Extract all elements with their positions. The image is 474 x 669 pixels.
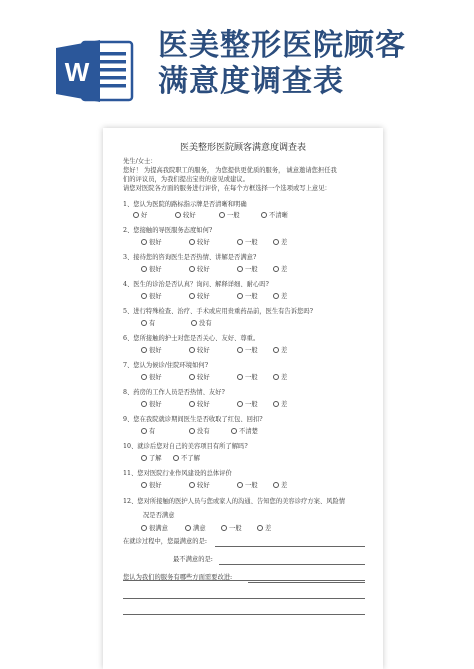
option[interactable]: 很好 <box>141 293 187 301</box>
question-8: 8、药房的工作人员是否热情、友好? <box>123 389 225 396</box>
radio-circle-icon[interactable] <box>237 482 243 488</box>
option[interactable]: 较好 <box>175 212 217 220</box>
option[interactable]: 较好 <box>189 266 235 274</box>
option[interactable]: 有 <box>141 320 189 328</box>
salutation: 先生/女士： <box>123 158 157 165</box>
option[interactable]: 一般 <box>237 482 271 490</box>
option[interactable]: 好 <box>133 212 173 220</box>
radio-circle-icon[interactable] <box>189 401 195 407</box>
question-3-options <box>141 266 287 274</box>
radio-circle-icon[interactable] <box>237 239 243 245</box>
radio-circle-icon[interactable] <box>141 428 147 434</box>
radio-circle-icon[interactable] <box>219 212 225 218</box>
radio-circle-icon[interactable] <box>237 293 243 299</box>
option[interactable]: 较好 <box>189 347 235 355</box>
intro-line-3: 请您对医院各方面的服务进行评价，在每个方框选择一个选项或写上意见： <box>123 185 331 192</box>
radio-circle-icon[interactable] <box>141 525 147 531</box>
radio-circle-icon[interactable] <box>273 482 279 488</box>
question-6: 6、您所接触的护士对您是否关心、友好、尊重。 <box>123 335 260 342</box>
radio-circle-icon[interactable] <box>173 455 179 461</box>
radio-circle-icon[interactable] <box>189 374 195 380</box>
least-satisfied-input[interactable] <box>219 564 365 565</box>
question-11: 11、您对医院行业作风建设的总体评价 <box>123 470 232 477</box>
option[interactable]: 没有 <box>189 428 229 436</box>
option[interactable]: 不清楚 <box>231 428 258 436</box>
radio-circle-icon[interactable] <box>185 525 191 531</box>
radio-circle-icon[interactable] <box>257 525 263 531</box>
option[interactable]: 很好 <box>141 482 187 490</box>
radio-circle-icon[interactable] <box>141 266 147 272</box>
question-7-options <box>141 374 287 382</box>
question-5: 5、进行特殊检查、治疗、手术或应用贵重药品前，医生有告诉您吗? <box>123 308 313 315</box>
option[interactable]: 较好 <box>189 482 235 490</box>
option[interactable]: 了解 <box>141 455 171 463</box>
radio-circle-icon[interactable] <box>273 239 279 245</box>
question-2-options <box>141 239 287 247</box>
blank-line[interactable] <box>123 598 365 599</box>
intro-line-1: 您好！ 为提高我院职工的服务， 为您提供更优质的服务， 诚意邀请您担任我 <box>123 167 337 174</box>
radio-circle-icon[interactable] <box>273 266 279 272</box>
option[interactable]: 较好 <box>189 401 235 409</box>
banner <box>0 0 474 118</box>
question-9-options <box>141 428 258 436</box>
radio-circle-icon[interactable] <box>141 374 147 380</box>
option[interactable]: 一般 <box>237 347 271 355</box>
option[interactable]: 一般 <box>237 239 271 247</box>
word-letter: W <box>64 57 90 87</box>
intro-line-2: 们的评议员，为我们提出宝贵的意见或建议。 <box>123 176 249 183</box>
radio-circle-icon[interactable] <box>237 266 243 272</box>
radio-circle-icon[interactable] <box>189 266 195 272</box>
radio-circle-icon[interactable] <box>141 293 147 299</box>
radio-circle-icon[interactable] <box>175 212 181 218</box>
option[interactable]: 有 <box>141 428 187 436</box>
option[interactable]: 一般 <box>237 266 271 274</box>
question-4-options <box>141 293 287 301</box>
question-7: 7、您认为候诊/住院环境如何? <box>123 362 209 369</box>
option[interactable]: 很满意 <box>141 525 183 533</box>
least-satisfied-label: 最不满意的是: <box>173 556 213 563</box>
most-satisfied-label: 在就诊过程中，您最满意的是: <box>123 538 207 545</box>
option[interactable]: 差 <box>273 482 287 490</box>
radio-circle-icon[interactable] <box>189 239 195 245</box>
option[interactable]: 差 <box>273 401 287 409</box>
question-4: 4、医生的诊治是否认真？询问、解释详细、耐心吗? <box>123 281 269 288</box>
option[interactable]: 很好 <box>141 239 187 247</box>
banner-title-line1: 医美整形医院顾客 <box>158 28 406 63</box>
question-6-options <box>141 347 287 355</box>
option[interactable]: 差 <box>273 347 287 355</box>
question-3: 3、接待您的咨询医生是否热情、讲解是否满意? <box>123 254 257 261</box>
option[interactable]: 较好 <box>189 293 235 301</box>
radio-circle-icon[interactable] <box>237 401 243 407</box>
option[interactable]: 一般 <box>237 293 271 301</box>
radio-circle-icon[interactable] <box>141 239 147 245</box>
radio-circle-icon[interactable] <box>273 401 279 407</box>
document-page <box>103 128 383 669</box>
option[interactable]: 较好 <box>189 239 235 247</box>
radio-circle-icon[interactable] <box>189 293 195 299</box>
question-1: 1、您认为医院的路标指示牌是否清晰和明确 <box>123 201 247 208</box>
radio-circle-icon[interactable] <box>261 212 267 218</box>
radio-circle-icon[interactable] <box>141 347 147 353</box>
radio-circle-icon[interactable] <box>141 455 147 461</box>
question-12-options <box>141 525 271 533</box>
radio-circle-icon[interactable] <box>189 428 195 434</box>
document-title: 医美整形医院顾客满意度调查表 <box>179 143 306 153</box>
radio-circle-icon[interactable] <box>221 525 227 531</box>
blank-line[interactable] <box>123 614 365 615</box>
banner-title-line2: 满意度调查表 <box>158 64 344 99</box>
word-document-icon <box>56 40 134 102</box>
option[interactable]: 很好 <box>141 266 187 274</box>
option[interactable]: 很好 <box>141 347 187 355</box>
improvement-label: 您认为我们的服务有哪些方面需要改进: <box>123 574 233 581</box>
question-10: 10、就诊后您对自己的美容项目有所了解吗? <box>123 443 248 450</box>
radio-circle-icon[interactable] <box>231 428 237 434</box>
option[interactable]: 差 <box>273 239 287 247</box>
question-1-options <box>133 212 288 220</box>
question-12: 12、您对所接触的医护人员与您或家人的沟通、告知您的美容诊疗方案、风险情 <box>123 498 346 505</box>
question-12-cont: 况是否满意 <box>143 512 175 519</box>
option[interactable]: 一般 <box>237 374 271 382</box>
radio-circle-icon[interactable] <box>273 347 279 353</box>
radio-circle-icon[interactable] <box>273 374 279 380</box>
question-5-options <box>141 320 212 328</box>
radio-circle-icon[interactable] <box>237 374 243 380</box>
question-8-options <box>141 401 287 409</box>
radio-circle-icon[interactable] <box>141 320 147 326</box>
option[interactable]: 差 <box>273 374 287 382</box>
question-11-options <box>141 482 287 490</box>
option[interactable]: 一般 <box>221 525 255 533</box>
option[interactable]: 较好 <box>189 374 235 382</box>
option[interactable]: 很好 <box>141 401 187 409</box>
option[interactable]: 差 <box>257 525 271 533</box>
option[interactable]: 一般 <box>219 212 259 220</box>
option[interactable]: 差 <box>273 293 287 301</box>
radio-circle-icon[interactable] <box>237 347 243 353</box>
radio-circle-icon[interactable] <box>273 293 279 299</box>
radio-circle-icon[interactable] <box>133 212 139 218</box>
question-2: 2、您接触的导医服务态度如何? <box>123 227 213 234</box>
radio-circle-icon[interactable] <box>189 347 195 353</box>
radio-circle-icon[interactable] <box>189 482 195 488</box>
option[interactable]: 没有 <box>191 320 212 328</box>
question-10-options <box>141 455 200 463</box>
question-9: 9、您在我院就诊期间医生是否收取了红包、回扣? <box>123 416 263 423</box>
option[interactable]: 不清晰 <box>261 212 288 220</box>
most-satisfied-input[interactable] <box>215 546 365 547</box>
banner-title <box>158 28 468 100</box>
option[interactable]: 满意 <box>185 525 219 533</box>
improvement-input[interactable] <box>248 582 365 583</box>
option[interactable]: 差 <box>273 266 287 274</box>
option[interactable]: 很好 <box>141 374 187 382</box>
option[interactable]: 不了解 <box>173 455 200 463</box>
radio-circle-icon[interactable] <box>141 401 147 407</box>
option[interactable]: 一般 <box>237 401 271 409</box>
radio-circle-icon[interactable] <box>141 482 147 488</box>
radio-circle-icon[interactable] <box>191 320 197 326</box>
